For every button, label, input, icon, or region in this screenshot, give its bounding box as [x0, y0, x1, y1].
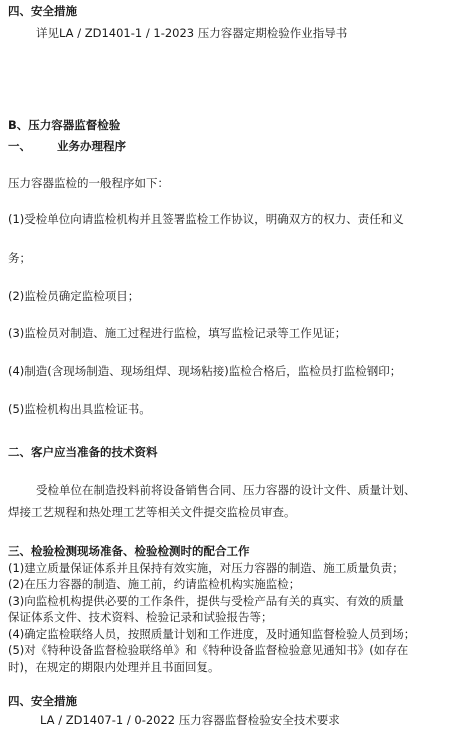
section-heading-safety-measures-2: 四、安全措施: [8, 694, 77, 708]
technical-materials-line: 焊接工艺规程和热处理工艺等相关文件提交监检员审查。: [8, 505, 296, 519]
part-heading-supervision-inspection: B、压力容器监督检验: [8, 118, 121, 132]
procedure-item: (4)制造(含现场制造、现场组焊、现场粘接)监检合格后，监检员打监检钢印；: [8, 364, 402, 378]
section-heading-safety-measures: 四、安全措施: [8, 4, 77, 18]
procedure-intro: 压力容器监检的一般程序如下：: [8, 176, 169, 190]
procedure-item: 务；: [8, 251, 31, 265]
section-text-safety-reference: 详见LA / ZD1401-1 / 1-2023 压力容器定期检验作业指导书: [36, 26, 348, 40]
section-text-safety-reference-2: LA / ZD1407-1 / 0-2022 压力容器监督检验安全技术要求: [40, 713, 340, 727]
section-heading-number: 一、: [8, 139, 31, 153]
section-heading-title: 业务办理程序: [57, 139, 126, 153]
section-heading-site-preparation: 三、检验检测现场准备、检验检测时的配合工作: [8, 544, 250, 558]
technical-materials-line: 受检单位在制造投料前将设备销售合同、压力容器的设计文件、质量计划、: [36, 483, 416, 497]
site-preparation-line: 时)，在规定的期限内处理并且书面回复。: [8, 660, 220, 674]
site-preparation-line: (4)确定监检联络人员，按照质量计划和工作进度，及时通知监督检验人员到场；: [8, 627, 416, 641]
procedure-item: (2)监检员确定监检项目；: [8, 289, 140, 303]
section-heading-technical-materials: 二、客户应当准备的技术资料: [8, 445, 158, 459]
site-preparation-line: (5)对《特种设备监督检验联络单》和《特种设备监督检验意见通知书》(如存在: [8, 643, 409, 657]
section-heading-procedure: [8, 138, 126, 154]
site-preparation-line: (1)建立质量保证体系并且保持有效实施，对压力容器的制造、施工质量负责；: [8, 561, 404, 575]
site-preparation-line: (3)向监检机构提供必要的工作条件，提供与受检产品有关的真实、有效的质量: [8, 594, 404, 608]
site-preparation-line: 保证体系文件、技术资料、检验记录和试验报告等；: [8, 610, 273, 624]
procedure-item: (5)监检机构出具监检证书。: [8, 402, 151, 416]
site-preparation-line: (2)在压力容器的制造、施工前，约请监检机构实施监检；: [8, 577, 301, 591]
procedure-item: (1)受检单位向请监检机构并且签署监检工作协议，明确双方的权力、责任和义: [8, 212, 404, 226]
procedure-item: (3)监检员对制造、施工过程进行监检，填写监检记录等工作见证；: [8, 326, 347, 340]
